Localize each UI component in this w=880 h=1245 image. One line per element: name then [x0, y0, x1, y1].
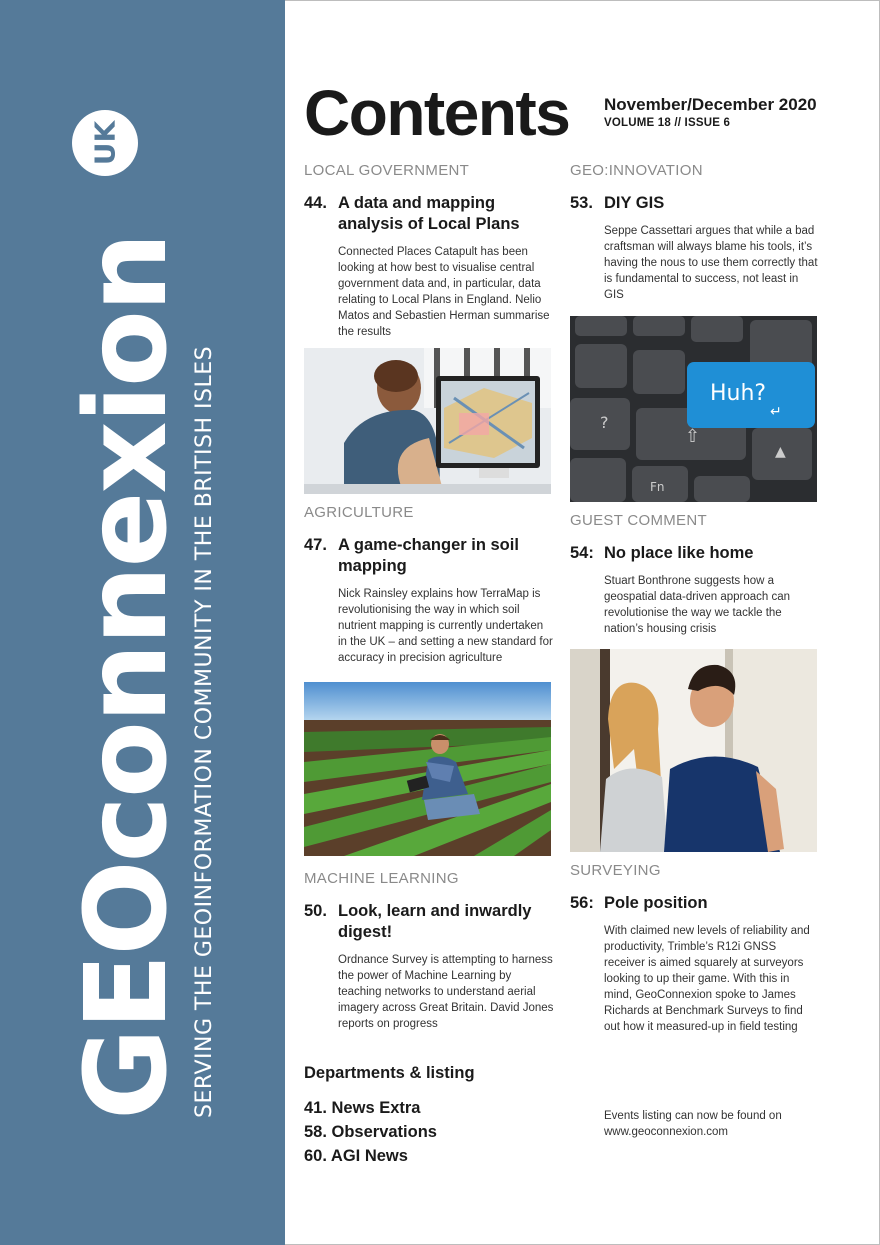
field-photo	[304, 682, 551, 856]
svg-text:?: ?	[600, 413, 609, 432]
article-page-number: 47.	[304, 536, 327, 554]
department-item[interactable]: 60. AGI News	[304, 1147, 408, 1165]
brand-wordmark: GEOconnexion	[62, 234, 192, 1120]
article-machine-learning[interactable]	[304, 870, 554, 1032]
article-page-number: 50.	[304, 902, 327, 920]
article-description: Stuart Bonthrone suggests how a geospatial data-driven approach can revolutionise the way we tackle the nation’s housing crisis	[604, 575, 791, 635]
article-page-number: 53.	[570, 194, 593, 212]
issue-date: November/December 2020	[604, 95, 817, 114]
article-description: Seppe Cassettari argues that while a bad craftsman will always blame his tools, it’s having the nous to use them correctly that is fundamental to success, not least in GIS	[604, 225, 818, 301]
tagline	[188, 158, 222, 1118]
brand-logo	[62, 20, 192, 1120]
article-guest-comment[interactable]	[570, 512, 820, 637]
huh-key-label: Huh?	[710, 381, 767, 406]
tagline-text: SERVING THE GEOINFORMATION COMMUNITY IN THE BRITISH ISLES	[192, 345, 217, 1118]
article-local-government[interactable]	[304, 162, 554, 340]
departments-heading: Departments & listing	[304, 1064, 475, 1082]
article-title[interactable]: Look, learn and inwardly digest!	[338, 902, 532, 941]
department-item[interactable]: 58. Observations	[304, 1123, 437, 1141]
article-headline[interactable]	[304, 901, 554, 943]
svg-text:↵: ↵	[770, 404, 782, 420]
section-label: MACHINE LEARNING	[304, 870, 459, 887]
article-title[interactable]: A game-changer in soil mapping	[338, 536, 519, 575]
uk-badge	[72, 110, 138, 176]
article-headline[interactable]	[570, 543, 820, 564]
page-title: Contents	[304, 77, 570, 149]
article-headline[interactable]	[570, 193, 820, 214]
svg-text:⇧: ⇧	[685, 426, 701, 447]
article-geo-innovation[interactable]	[570, 162, 820, 303]
couple-photo	[570, 649, 817, 852]
article-headline[interactable]	[304, 193, 554, 235]
section-label: AGRICULTURE	[304, 504, 414, 521]
article-description: Ordnance Survey is attempting to harness the power of Machine Learning by teaching networks to understand aerial imagery across Great Britain. David Jones reports on progress	[338, 954, 554, 1030]
article-description: Nick Rainsley explains how TerraMap is revolutionising the way in which soil nutrient mapping is currently undertaken in the UK – and setting a new standard for accuracy in precision agriculture	[338, 588, 553, 664]
article-page-number: 56:	[570, 894, 594, 912]
article-title[interactable]: A data and mapping analysis of Local Plans	[338, 194, 520, 233]
article-title[interactable]: No place like home	[604, 544, 754, 562]
section-label: GUEST COMMENT	[570, 512, 707, 529]
article-page-number: 44.	[304, 194, 327, 212]
department-item[interactable]: 41. News Extra	[304, 1099, 421, 1117]
article-page-number: 54:	[570, 544, 594, 562]
svg-text:▲: ▲	[775, 444, 786, 460]
article-headline[interactable]	[570, 893, 820, 914]
article-surveying[interactable]	[570, 862, 820, 1035]
article-description: With claimed new levels of reliability and productivity, Trimble’s R12i GNSS receiver is aimed squarely at surveyors looking to up their game. With this in mind, GeoConnexion spoke to James Richards at Benchmark Surveys to find out how it measured-up in field testing	[604, 925, 810, 1033]
section-label: SURVEYING	[570, 862, 661, 879]
article-agriculture[interactable]	[304, 504, 554, 666]
section-label: LOCAL GOVERNMENT	[304, 162, 470, 179]
sidebar	[0, 0, 285, 1245]
article-title[interactable]: DIY GIS	[604, 194, 665, 212]
uk-badge-text: UK	[88, 120, 122, 166]
events-note: Events listing can now be found on www.geoconnexion.com	[604, 1110, 782, 1138]
article-headline[interactable]	[304, 535, 554, 577]
issue-volume: VOLUME 18 // ISSUE 6	[604, 117, 731, 129]
departments-list	[304, 1096, 437, 1168]
svg-text:Fn: Fn	[650, 480, 665, 494]
keyboard-photo	[570, 316, 817, 502]
section-label: GEO:INNOVATION	[570, 162, 703, 179]
local-plans-photo	[304, 348, 551, 494]
article-title[interactable]: Pole position	[604, 894, 708, 912]
article-description: Connected Places Catapult has been looking at how best to visualise central government data and, in particular, data relating to Local Plans in England. Nelio Matos and Sebastien Herman summarise the results	[338, 246, 550, 338]
